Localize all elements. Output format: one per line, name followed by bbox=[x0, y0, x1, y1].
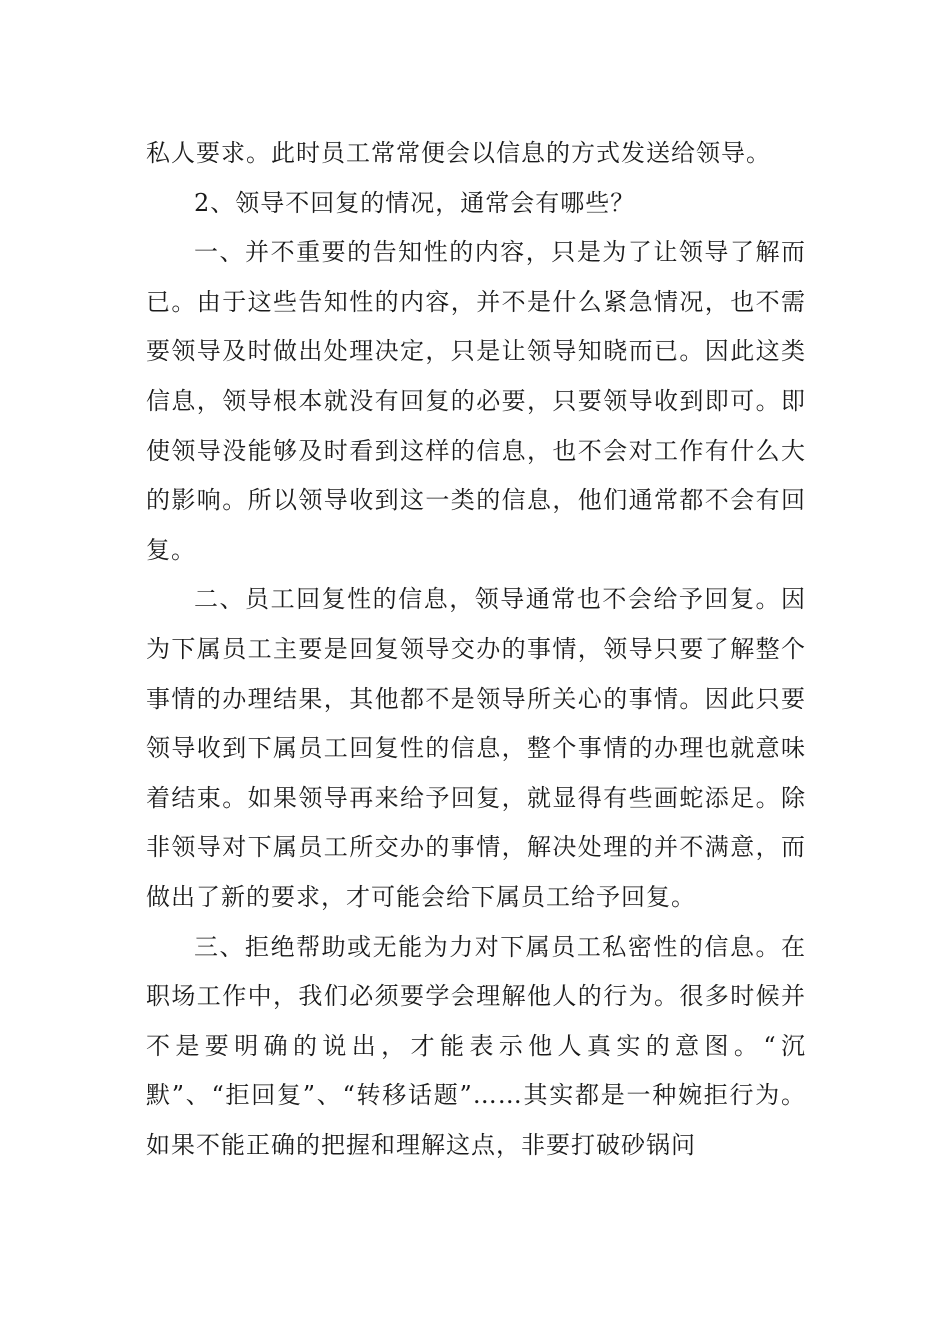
paragraph-continuation: 私人要求。此时员工常常便会以信息的方式发送给领导。 bbox=[146, 139, 771, 167]
paragraph-point-3: 三、拒绝帮助或无能为力对下属员工私密性的信息。在职场工作中，我们必须要学会理解他人的行为。很多时候并不是要明确的说出，才能表示他人真实的意图。“沉默”、“拒回复”、“转移话题”……其实都是一种婉拒行为。如果不能正确的把握和理解这点，非要打破砂锅问 bbox=[146, 932, 806, 1159]
paragraph-heading-2: 2、领导不回复的情况，通常会有哪些？ bbox=[194, 188, 636, 217]
document-body bbox=[146, 129, 806, 1170]
paragraph-point-1: 一、并不重要的告知性的内容，只是为了让领导了解而已。由于这些告知性的内容，并不是什么紧急情况，也不需要领导及时做出处理决定，只是让领导知晓而已。因此这类信息，领导根本就没有回复的必要，只要领导收到即可。即使领导没能够及时看到这样的信息，也不会对工作有什么大的影响。所以领导收到这一类的信息，他们通常都不会有回复。 bbox=[146, 238, 806, 564]
paragraph-point-2: 二、员工回复性的信息，领导通常也不会给予回复。因为下属员工主要是回复领导交办的事情，领导只要了解整个事情的办理结果，其他都不是领导所关心的事情。因此只要领导收到下属员工回复性的信息，整个事情的办理也就意味着结束。如果领导再来给予回复，就显得有些画蛇添足。除非领导对下属员工所交办的事情，解决处理的并不满意，而做出了新的要求，才可能会给下属员工给予回复。 bbox=[146, 585, 806, 911]
